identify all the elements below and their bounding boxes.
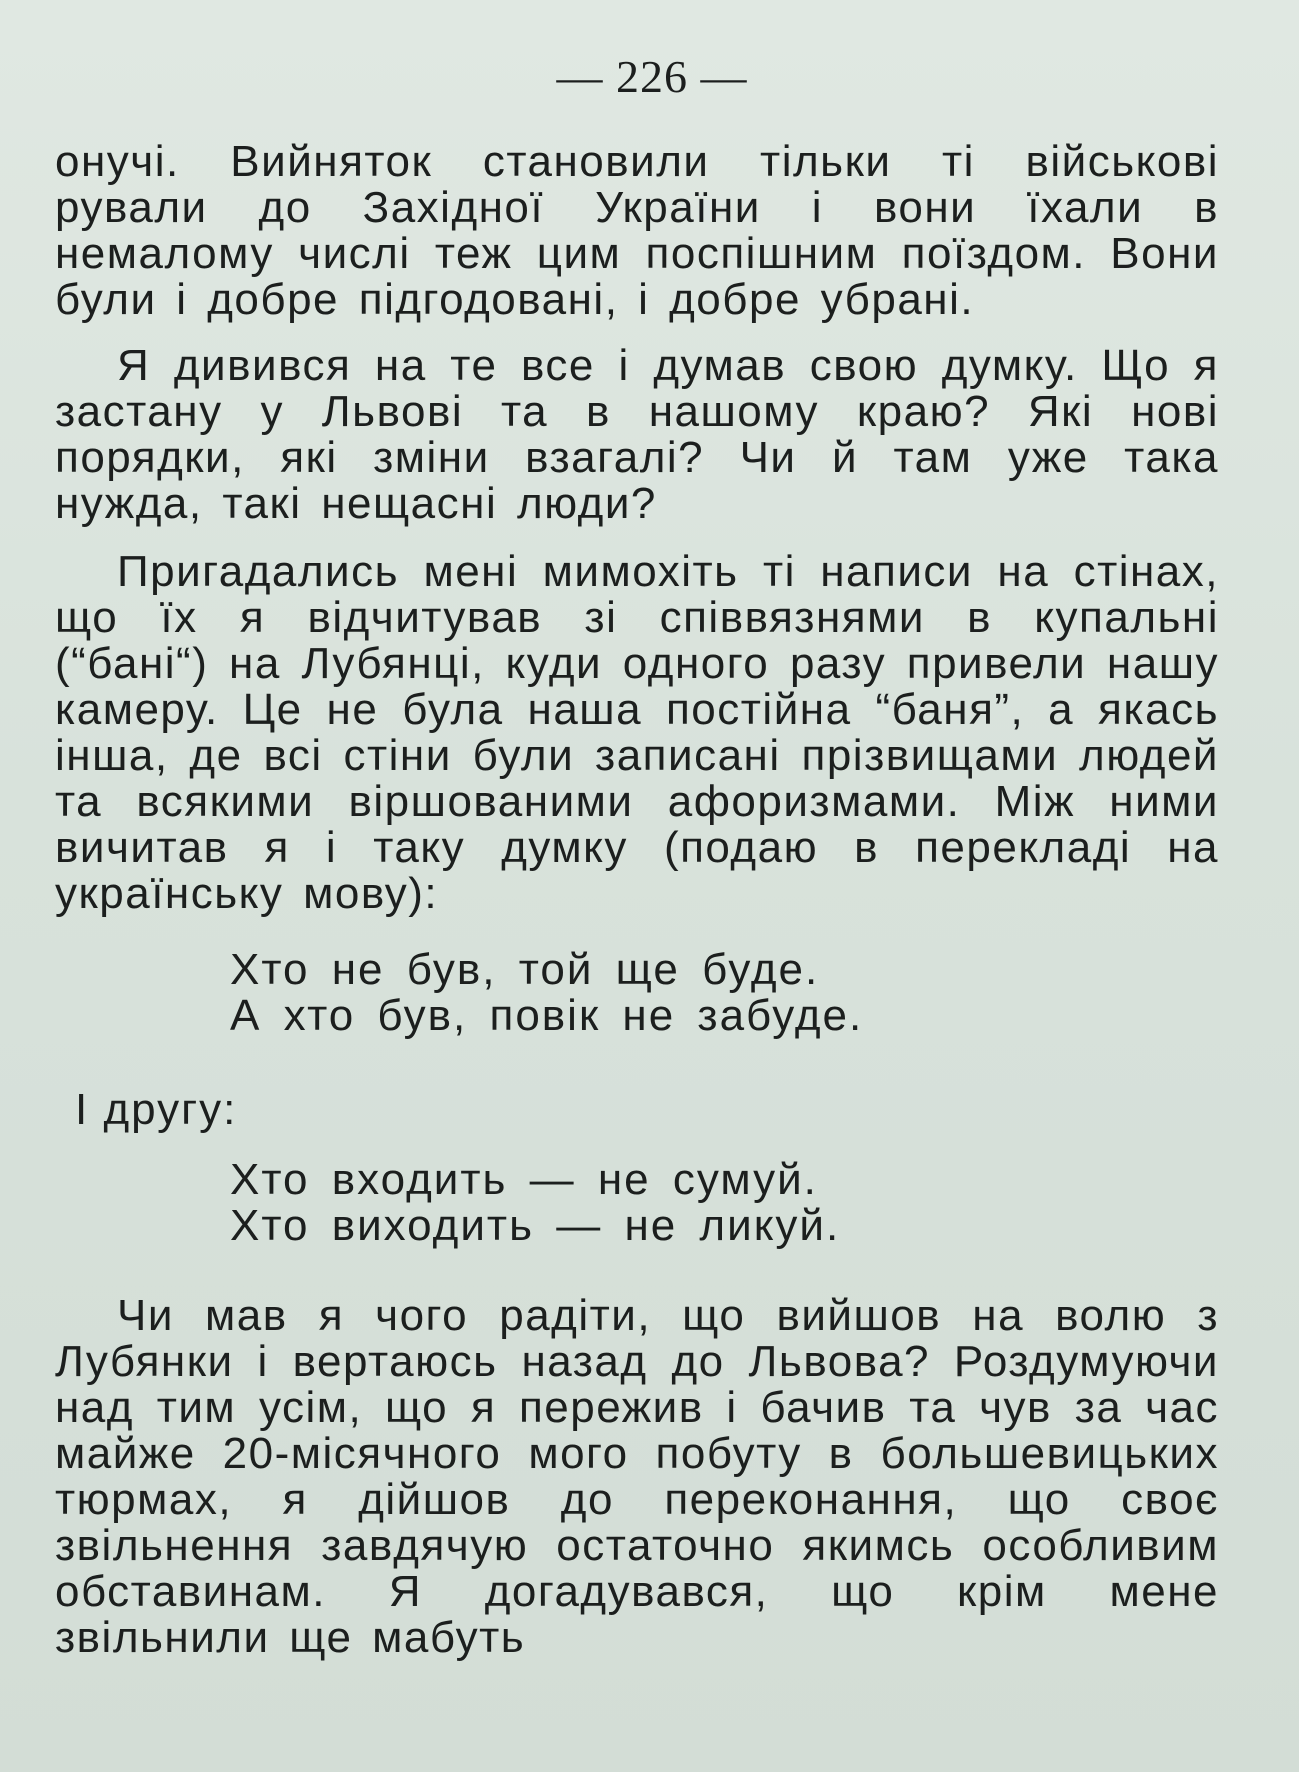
verse-2-line-1: Хто входить — не сумуй.: [230, 1155, 818, 1204]
paragraph-2: Я дивився на те все і думав свою думку. Що я застану у Львові та в нашому краю? Які нові порядки, які зміни взагалі? Чи й там уже така нужда, такі нещасні люди?: [55, 341, 1219, 528]
verse-1: [230, 947, 1219, 1039]
verse-lead: І другу:: [75, 1085, 238, 1134]
paragraph-3: Пригадались мені мимохіть ті написи на стінах, що їх я відчитував зі співвязнями в купальні (“бані“) на Лубянці, куди одного разу привели нашу камеру. Це не була наша постійна “баня”, а якась інша, де всі стіни були записані прізвищами людей та всякими віршованими афоризмами. Між ними вичитав я і таку думку (подаю в перекладі на українську мову):: [55, 547, 1219, 918]
page-body: [55, 139, 1219, 1661]
page-number: — 226 —: [556, 51, 748, 102]
verse-2: [230, 1157, 1219, 1249]
verse-1-line-1: Хто не був, той ще буде.: [230, 945, 820, 994]
paragraph-1: онучі. Вийняток становили тільки ті військові рували до Західної України і вони їхали в немалому числі теж цим поспішним поїздом. Вони були і добре підгодовані, і добре убрані.: [55, 137, 1219, 324]
verse-1-line-2: А хто був, повік не забуде.: [230, 991, 864, 1040]
verse-2-line-2: Хто виходить — не ликуй.: [230, 1201, 841, 1250]
paragraph-4: Чи мав я чого радіти, що вийшов на волю з Лубянки і вертаюсь назад до Львова? Роздумуючи над тим усім, що я пережив і бачив та чув за час майже 20-місячного мого побуту в большевицьких тюрмах, я дійшов до переконання, що своє звільнення завдячую остаточно якимсь особливим обставинам. Я догадувався, що крім мене звільнили ще мабуть: [55, 1291, 1219, 1662]
